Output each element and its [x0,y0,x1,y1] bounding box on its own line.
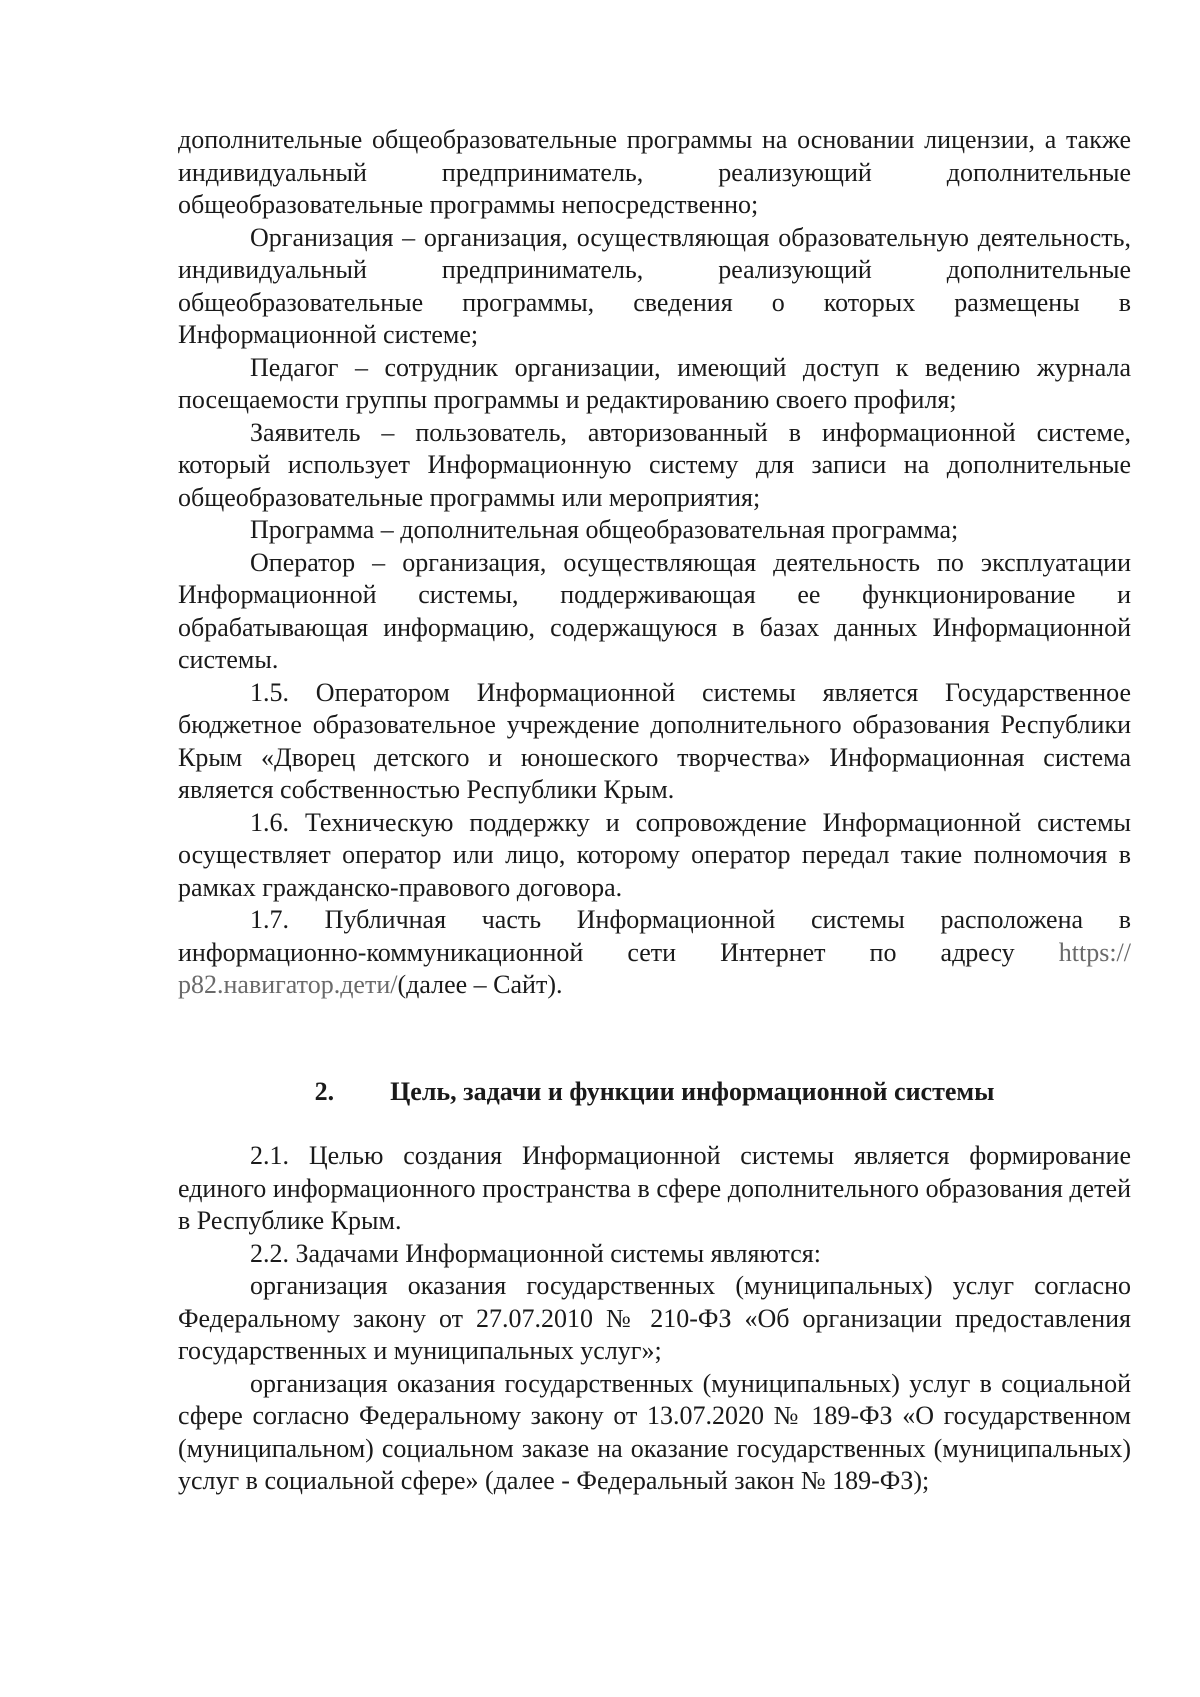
paragraph-task-210fz: организация оказания государственных (муниципальных) услуг согласно Федеральному закону от 27.07.2010 № 210-ФЗ «Об организации предоставления государственных и муниципальных услуг»; [178,1271,1131,1365]
paragraph-applicant-definition: Заявитель – пользователь, авторизованный в информационной системе, который использует Информационную систему для записи на дополнительные общеобразовательные программы или мероприятия; [178,417,1131,512]
paragraph-program-definition: Программа – дополнительная общеобразовательная программа; [250,515,959,544]
section-2-number: 2. [314,1077,335,1106]
paragraph-continuation: дополнительные общеобразовательные программы на основании лицензии, а также индивидуальный предприниматель, реализующий дополнительные общеобразовательные программы непосредственно; [178,125,1131,219]
paragraph-operator-definition: Оператор – организация, осуществляющая деятельность по эксплуатации Информационной системы, поддерживающая ее функционирование и обрабатывающая информацию, содержащуюся в базах данных Информационной системы. [178,547,1131,674]
paragraph-2-1: 2.1. Целью создания Информационной системы является формирование единого информационного пространства в сфере дополнительного образования детей в Республике Крым. [178,1141,1131,1235]
paragraph-organization-definition: Организация – организация, осуществляющая образовательную деятельность, индивидуальный предприниматель, реализующий дополнительные общеобразовательные программы, сведения о которых размещены в Информационной системе; [178,222,1131,349]
paragraph-task-189fz: организация оказания государственных (муниципальных) услуг в социальной сфере согласно Федеральному закону от 13.07.2020 № 189-ФЗ «О государственном (муниципальном) социальном заказе на оказание государственных (муниципальных) услуг в социальной сфере» (далее - Федеральный закон № 189-ФЗ); [178,1368,1131,1495]
paragraph-1-7-tail: (далее – Сайт). [397,970,563,999]
paragraph-2-2: 2.2. Задачами Информационной системы являются: [250,1238,821,1268]
section-2-heading [178,1076,1131,1108]
paragraph-1-7-text: 1.7. Публичная часть Информационной системы расположена в информационно-коммуникационной сети Интернет по адресу [178,905,1131,967]
section-1-body [178,124,1131,1002]
section-2-body [178,1140,1131,1498]
paragraph-1-7 [178,904,1131,1002]
paragraph-1-6: 1.6. Техническую поддержку и сопровождение Информационной системы осуществляет оператор или лицо, которому оператор передал такие полномочия в рамках гражданско-правового договора. [178,807,1131,902]
paragraph-1-5: 1.5. Оператором Информационной системы является Государственное бюджетное образовательное учреждение дополнительного образования Республики Крым «Дворец детского и юношеского творчества» Информационная система является собственностью Республики Крым. [178,677,1131,804]
section-2-title: Цель, задачи и функции информационной системы [390,1077,995,1106]
site-url-link[interactable]: https://р82.навигатор.дети/ [178,937,1131,999]
paragraph-teacher-definition: Педагог – сотрудник организации, имеющий доступ к ведению журнала посещаемости группы программы и редактированию своего профиля; [178,352,1131,414]
